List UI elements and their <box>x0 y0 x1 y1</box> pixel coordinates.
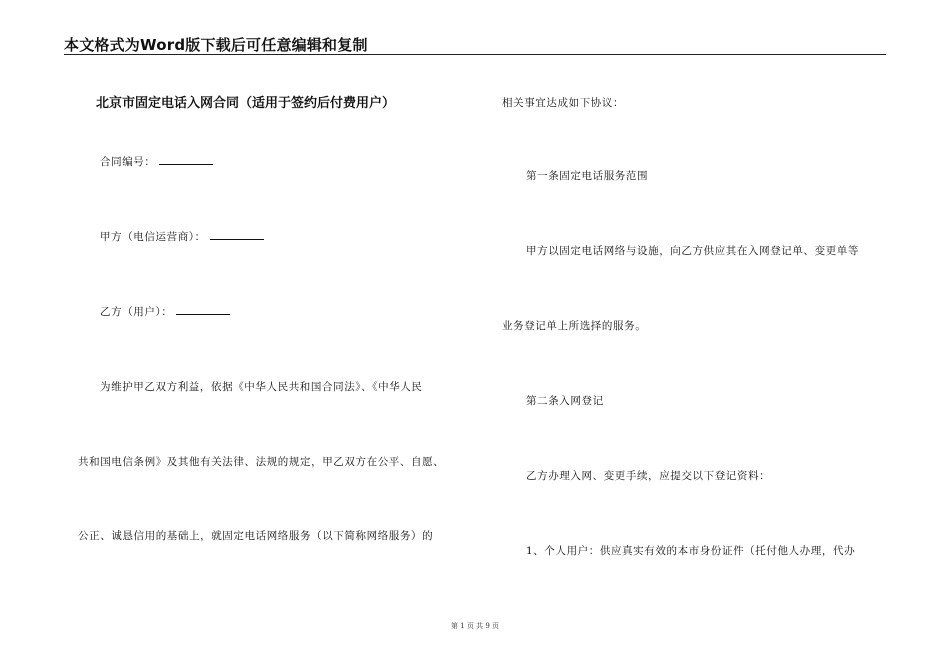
right-column <box>502 0 888 672</box>
party-a-line <box>100 229 264 244</box>
paragraph-line: 相关事宜达成如下协议： <box>502 97 625 109</box>
contract-number-line <box>100 154 213 169</box>
article-2-title: 第二条入网登记 <box>526 395 604 407</box>
contract-number-label: 合同编号： <box>100 156 156 168</box>
list-item: 1、个人用户：供应真实有效的本市身份证件（托付他人办理，代办 <box>526 545 856 557</box>
article-1-title: 第一条固定电话服务范围 <box>526 170 649 182</box>
left-column <box>76 0 476 672</box>
paragraph-line: 为维护甲乙双方利益，依据《中华人民共和国合同法》、《中华人民 <box>100 381 423 393</box>
paragraph-line: 共和国电信条例》及其他有关法律、法规的规定，甲乙双方在公平、自愿、 <box>78 456 445 468</box>
contract-number-blank <box>159 154 213 165</box>
paragraph-line: 公正、诚恳信用的基础上，就固定电话网络服务（以下简称网络服务）的 <box>78 530 434 542</box>
party-b-label: 乙方（用户）： <box>100 306 173 318</box>
party-b-blank <box>176 304 230 315</box>
paragraph-line: 乙方办理入网、变更手续，应提交以下登记资料： <box>526 470 771 482</box>
page-footer: 第 1 页 共 9 页 <box>450 622 500 630</box>
document-banner: 本文格式为Word版下载后可任意编辑和复制 <box>64 36 368 54</box>
party-b-line <box>100 304 230 319</box>
party-a-label: 甲方（电信运营商）： <box>100 231 206 243</box>
paragraph-line: 甲方以固定电话网络与设施，向乙方供应其在入网登记单、变更单等 <box>526 245 859 257</box>
paragraph-line: 业务登记单上所选择的服务。 <box>502 320 647 332</box>
contract-title: 北京市固定电话入网合同（适用于签约后付费用户） <box>96 96 396 111</box>
party-a-blank <box>210 229 264 240</box>
